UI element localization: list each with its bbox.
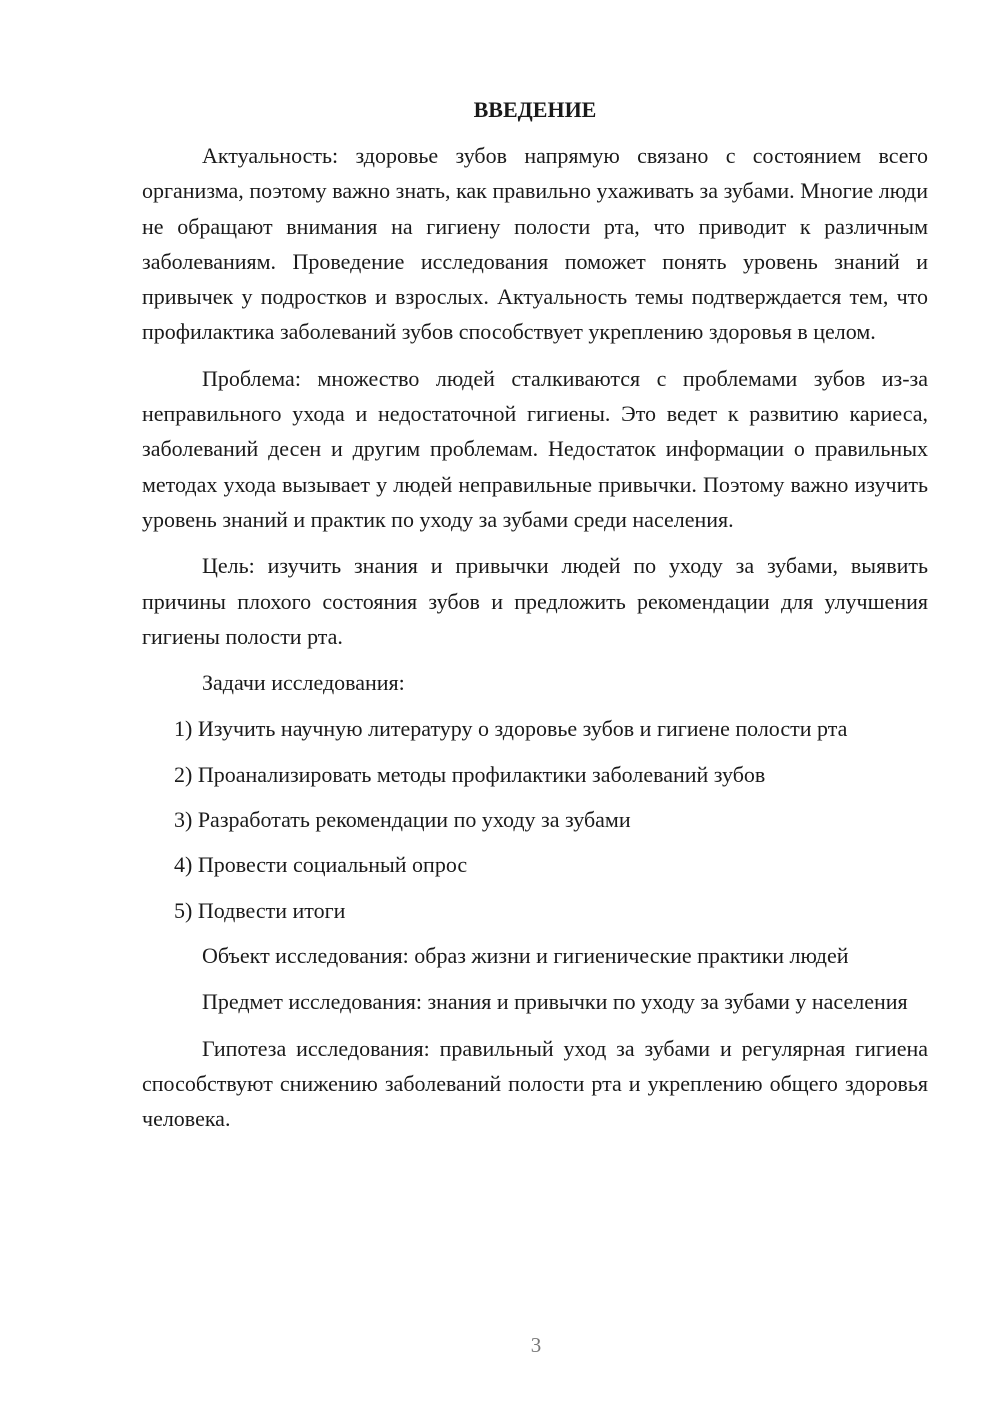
section-title: ВВЕДЕНИЕ xyxy=(473,97,597,122)
paragraph-problem: Проблема: множество людей сталкиваются с проблемами зубов из-за неправильного ухода и недостаточной гигиены. Это ведет к развитию кариеса, заболеваний десен и другим проблемам. Недостаток информации о правильных методах ухода вызывает у людей неправильные привычки. Поэтому важно изучить уровень знаний и практик по уходу за зубами среди населения. xyxy=(142,365,928,532)
document-page xyxy=(142,92,928,1147)
paragraph-subject: Предмет исследования: знания и привычки по уходу за зубами у населения xyxy=(202,989,908,1015)
paragraph-goal: Цель: изучить знания и привычки людей по уходу за зубами, выявить причины плохого состояния зубов и предложить рекомендации для улучшения гигиены полости рта. xyxy=(142,553,928,649)
task-item-5: 5) Подвести итоги xyxy=(174,897,346,923)
task-item-1: 1) Изучить научную литературу о здоровье зубов и гигиене полости рта xyxy=(174,716,848,742)
paragraph-relevance: Актуальность: здоровье зубов напрямую связано с состоянием всего организма, поэтому важно знать, как правильно ухаживать за зубами. Многие люди не обращают внимания на гигиену полости рта, что приводит к различным заболеваниям. Проведение исследования поможет понять уровень знаний и привычек у подростков и взрослых. Актуальность темы подтверждается тем, что профилактика заболеваний зубов способствует укреплению здоровья в целом. xyxy=(142,143,928,345)
task-item-2: 2) Проанализировать методы профилактики заболеваний зубов xyxy=(174,761,766,787)
task-item-3: 3) Разработать рекомендации по уходу за зубами xyxy=(174,807,631,833)
tasks-heading: Задачи исследования: xyxy=(202,670,405,696)
paragraph-hypothesis: Гипотеза исследования: правильный уход за зубами и регулярная гигиена способствуют снижению заболеваний полости рта и укреплению общего здоровья человека. xyxy=(142,1035,928,1132)
task-item-4: 4) Провести социальный опрос xyxy=(174,852,468,878)
paragraph-object: Объект исследования: образ жизни и гигиенические практики людей xyxy=(202,942,849,968)
page-number: 3 xyxy=(530,1333,542,1357)
